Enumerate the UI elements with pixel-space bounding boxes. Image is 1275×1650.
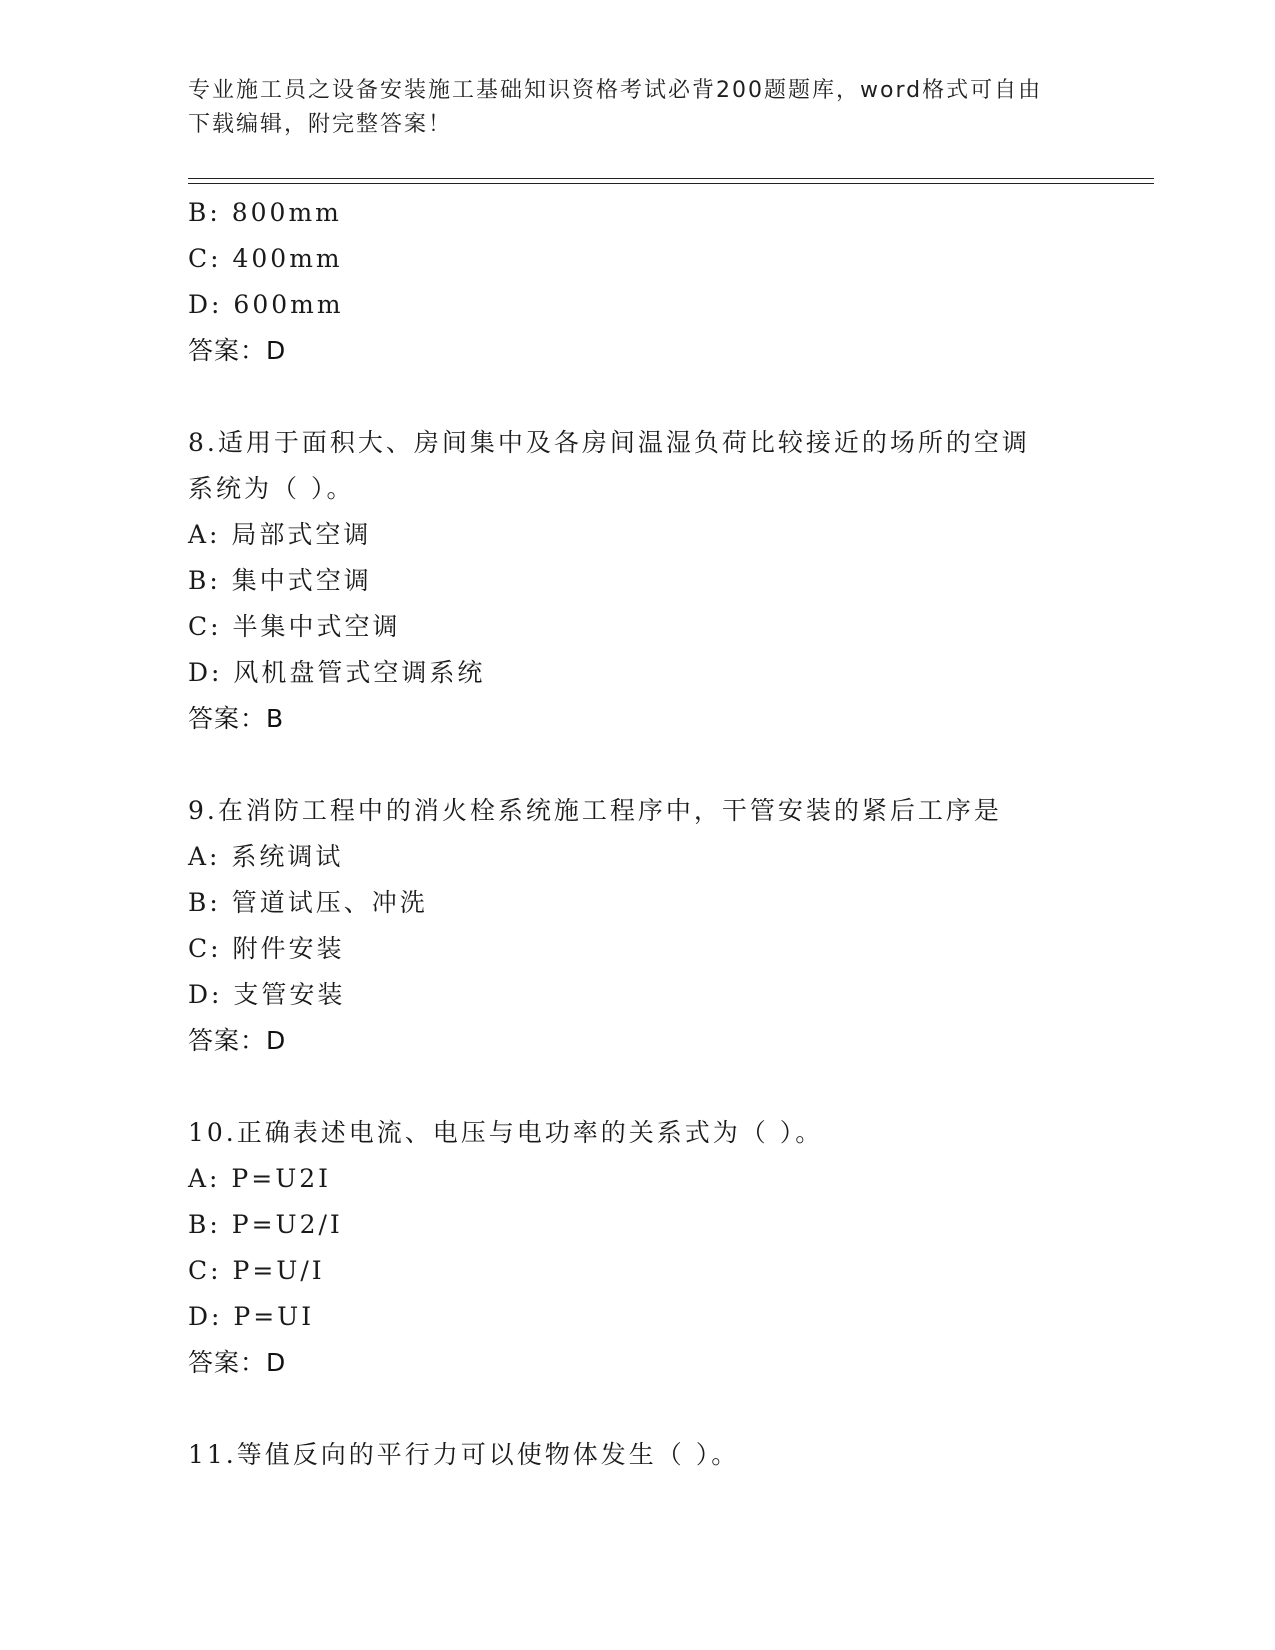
header-divider-bottom [188, 183, 1154, 184]
option-a: A: 局部式空调 [188, 520, 372, 549]
option-d: D: P=UI [188, 1302, 315, 1331]
option-c: C: P=U/I [188, 1256, 325, 1285]
question-8 [188, 420, 1088, 742]
question-11 [188, 1432, 1088, 1478]
spacer [188, 1386, 1088, 1432]
header-title-line-1: 专业施工员之设备安装施工基础知识资格考试必背200题题库，word格式可自由 [188, 78, 1043, 103]
option-b: B: P=U2/I [188, 1210, 343, 1239]
document-header [188, 74, 1068, 142]
question-9 [188, 788, 1088, 1064]
spacer [188, 374, 1088, 420]
option-c: C: 半集中式空调 [188, 612, 401, 641]
prev-question [188, 190, 1088, 374]
question-stem: 8.适用于面积大、房间集中及各房间温湿负荷比较接近的场所的空调 [188, 428, 1030, 457]
question-stem-continued: 系统为（ ）。 [188, 474, 355, 503]
question-stem: 10.正确表述电流、电压与电功率的关系式为（ ）。 [188, 1118, 824, 1147]
question-stem: 11.等值反向的平行力可以使物体发生（ ）。 [188, 1440, 740, 1469]
option-b: B: 集中式空调 [188, 566, 372, 595]
option-a: A: P=U2I [188, 1164, 332, 1193]
answer-line: 答案：D [188, 336, 287, 365]
question-stem: 9.在消防工程中的消火栓系统施工程序中，干管安装的紧后工序是 [188, 796, 1002, 825]
header-divider-top [188, 178, 1154, 179]
option-d: D: 支管安装 [188, 980, 346, 1009]
answer-line: 答案：B [188, 704, 285, 733]
answer-line: 答案：D [188, 1026, 287, 1055]
option-a: A: 系统调试 [188, 842, 344, 871]
question-10 [188, 1110, 1088, 1386]
option-d: D: 600mm [188, 290, 344, 319]
option-b: B: 管道试压、冲洗 [188, 888, 428, 917]
option-c: C: 附件安装 [188, 934, 345, 963]
spacer [188, 1064, 1088, 1110]
question-content [188, 190, 1088, 1478]
header-title-line-2: 下载编辑，附完整答案！ [188, 112, 453, 137]
answer-line: 答案：D [188, 1348, 287, 1377]
option-b: B: 800mm [188, 198, 342, 227]
option-c: C: 400mm [188, 244, 343, 273]
spacer [188, 742, 1088, 788]
option-d: D: 风机盘管式空调系统 [188, 658, 486, 687]
